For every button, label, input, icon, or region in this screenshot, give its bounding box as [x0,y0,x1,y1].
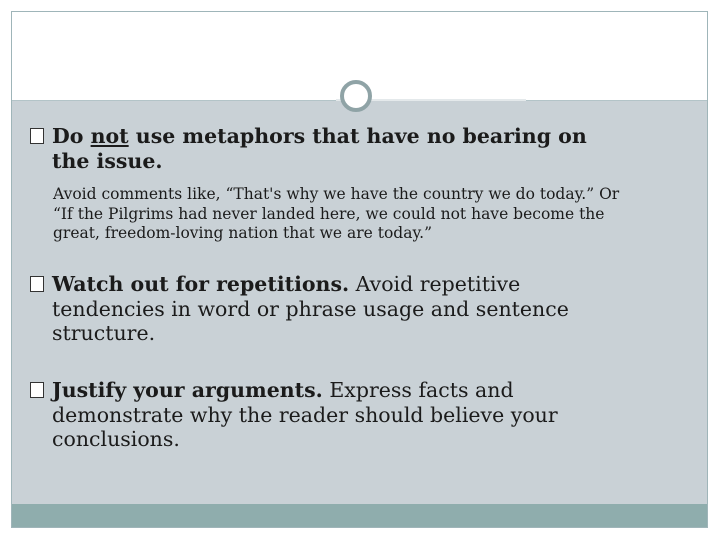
bullet-text: use metaphors that have no bearing on [128,124,587,148]
bullet-text: Express facts and [322,378,514,402]
bullet-line: conclusions. [52,427,180,451]
bullet-repetitions [30,272,690,346]
bullet-line: tendencies in word or phrase usage and sentence [52,296,569,321]
square-bullet-icon [30,276,44,292]
subtext-line: “If the Pilgrims had never landed here, we could not have become the [53,204,605,223]
bullet-heading: Watch out for repetitions. [52,272,350,296]
bullet-line [30,124,690,149]
square-bullet-icon [30,382,44,398]
header-divider-circle [340,80,372,112]
bullet-subtext [30,185,690,244]
subtext-line: great, freedom-loving nation that we are today.” [53,224,432,242]
bullet-emphasis: not [90,124,129,148]
bullet-line: demonstrate why the reader should believe your [52,402,558,427]
bullet-line [30,378,690,403]
bullet-justify [30,378,690,452]
bullet-text: Do [52,124,91,148]
square-bullet-icon [30,128,44,144]
subtext-line: Avoid comments like, “That's why we have the country we do today.” Or [53,185,620,203]
bullet-line [30,149,690,174]
bullet-metaphors [30,124,690,244]
bullet-text: Avoid repetitive [349,272,521,296]
bullet-heading: Justify your arguments. [52,378,323,402]
bullet-text: the issue. [52,148,163,173]
bullet-line: structure. [52,321,156,345]
bullet-line [30,272,690,297]
